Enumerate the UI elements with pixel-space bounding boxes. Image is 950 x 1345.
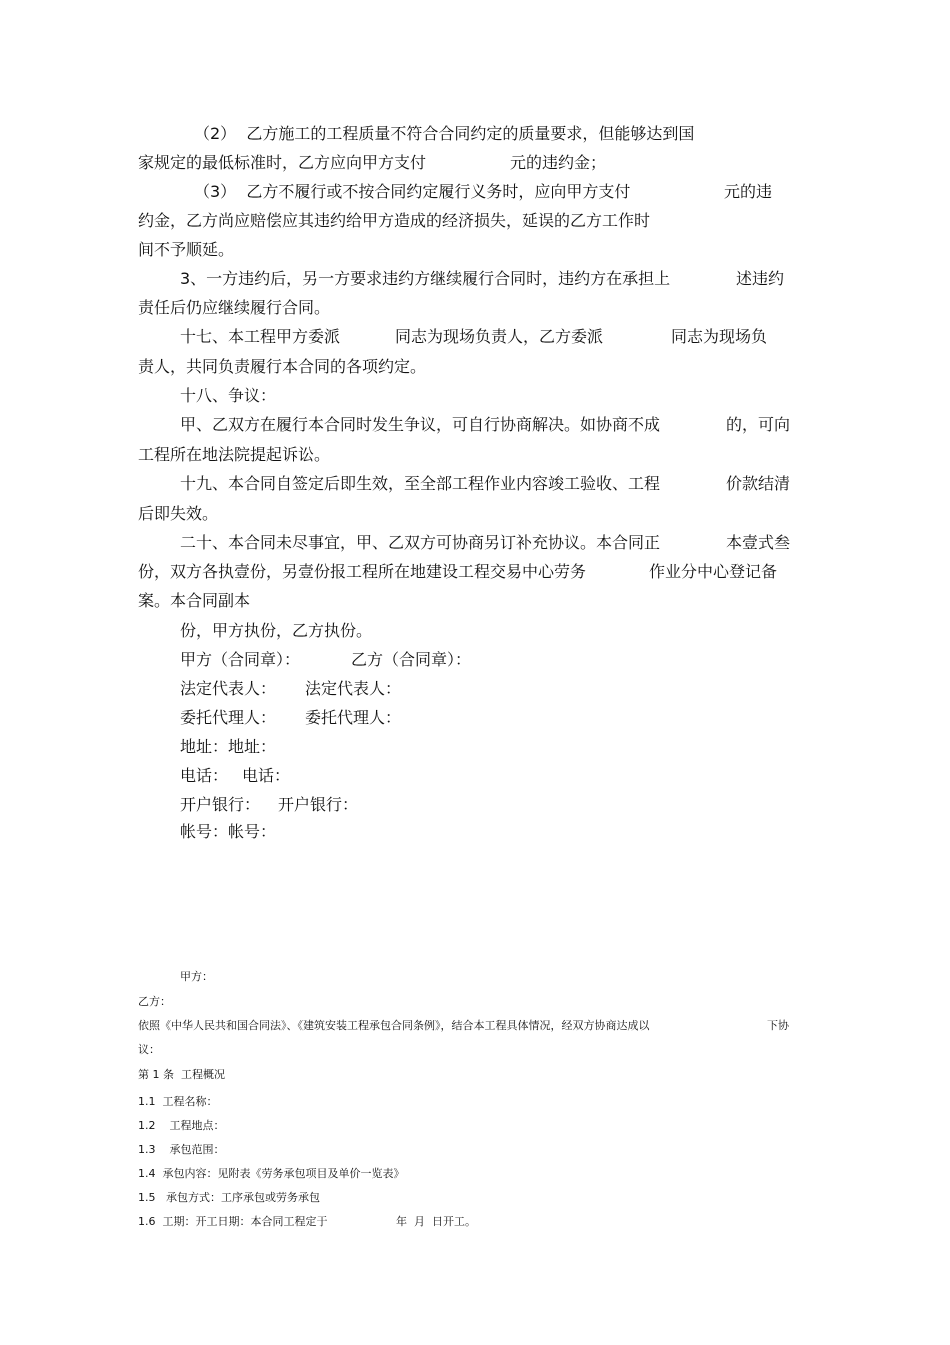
clause-3-line-3: 间不予顺延。 [138, 240, 235, 259]
item-1-6: 1.6 工期：开工日期：本合同工程定于 [138, 1215, 328, 1228]
item-3-line-1-end: 述违约 [736, 269, 785, 288]
party-b-label: 乙方： [138, 995, 171, 1008]
basis-line-1-end: 下协 [767, 1019, 789, 1032]
article-20-line-2-end: 作业分中心登记备 [649, 562, 778, 581]
clause-3-line-2: 约金，乙方尚应赔偿应其违约给甲方造成的经济损失，延误的乙方工作时 [138, 211, 651, 230]
bank-a: 开户银行： [180, 795, 261, 814]
clause-2-line-1: （2） 乙方施工的工程质量不符合合同约定的质量要求，但能够达到国 [194, 124, 695, 143]
article-17-line-2: 责人，共同负责履行本合同的各项约定。 [138, 357, 427, 376]
legal-rep-a: 法定代表人： [180, 679, 277, 698]
bank-b: 开户银行： [278, 795, 359, 814]
article-17-part-3: 同志为现场负 [671, 327, 768, 346]
agent-b: 委托代理人： [305, 708, 402, 727]
clause-2-line-2: 家规定的最低标准时，乙方应向甲方支付 [138, 153, 427, 172]
dispute-line-2: 工程所在地法院提起诉讼。 [138, 445, 331, 464]
basis-line-1: 依照《中华人民共和国合同法》、《建筑安装工程承包合同条例》，结合本工程具体情况，经双方协商达成以 [138, 1019, 650, 1032]
phone-b: 电话： [242, 766, 291, 785]
party-a-label: 甲方： [180, 970, 213, 983]
clause-3-line-1: （3） 乙方不履行或不按合同约定履行义务时，应向甲方支付 [194, 182, 631, 201]
article-1-heading: 第 1 条 工程概况 [138, 1068, 225, 1081]
article-20-line-1-end: 本壹式叁 [726, 533, 791, 552]
article-20-line-1: 二十、本合同未尽事宜，甲、乙双方可协商另订补充协议。本合同正 [180, 533, 661, 552]
item-3-line-2: 责任后仍应继续履行合同。 [138, 298, 331, 317]
item-1-1: 1.1 工程名称： [138, 1095, 218, 1108]
signature-party-a-seal: 甲方（合同章）： [180, 650, 301, 669]
clause-3-line-1-end: 元的违 [724, 182, 773, 201]
basis-line-2: 议： [138, 1043, 160, 1056]
phone-a: 电话： [180, 766, 229, 785]
item-1-3: 1.3 承包范围： [138, 1143, 225, 1156]
article-19-line-2: 后即失效。 [138, 504, 219, 523]
agent-a: 委托代理人： [180, 708, 277, 727]
address-line: 地址：地址： [180, 737, 277, 756]
article-18-heading: 十八、争议： [180, 386, 277, 405]
dispute-line-1-end: 的，可向 [726, 415, 791, 434]
copies-line: 份，甲方执份，乙方执份。 [180, 621, 373, 640]
article-20-line-3: 案。本合同副本 [138, 591, 251, 610]
article-19-line-1-end: 价款结清 [726, 474, 791, 493]
item-1-4: 1.4 承包内容：见附表《劳务承包项目及单价一览表》 [138, 1167, 405, 1180]
article-20-line-2: 份，双方各执壹份，另壹份报工程所在地建设工程交易中心劳务 [138, 562, 587, 581]
item-1-6-date: 年 月 日开工。 [396, 1215, 476, 1228]
item-1-2: 1.2 工程地点： [138, 1119, 225, 1132]
signature-party-b-seal: 乙方（合同章）： [351, 650, 472, 669]
legal-rep-b: 法定代表人： [305, 679, 402, 698]
item-1-5: 1.5 承包方式：工序承包或劳务承包 [138, 1191, 320, 1204]
article-17-part-2: 同志为现场负责人，乙方委派 [395, 327, 604, 346]
clause-2-line-2-end: 元的违约金； [510, 153, 607, 172]
dispute-line-1: 甲、乙双方在履行本合同时发生争议，可自行协商解决。如协商不成 [180, 415, 661, 434]
item-3-line-1: 3、一方违约后，另一方要求违约方继续履行合同时，违约方在承担上 [180, 269, 671, 288]
account-line: 帐号：帐号： [180, 822, 277, 841]
article-19-line-1: 十九、本合同自签定后即生效，至全部工程作业内容竣工验收、工程 [180, 474, 661, 493]
article-17-part-1: 十七、本工程甲方委派 [180, 327, 341, 346]
